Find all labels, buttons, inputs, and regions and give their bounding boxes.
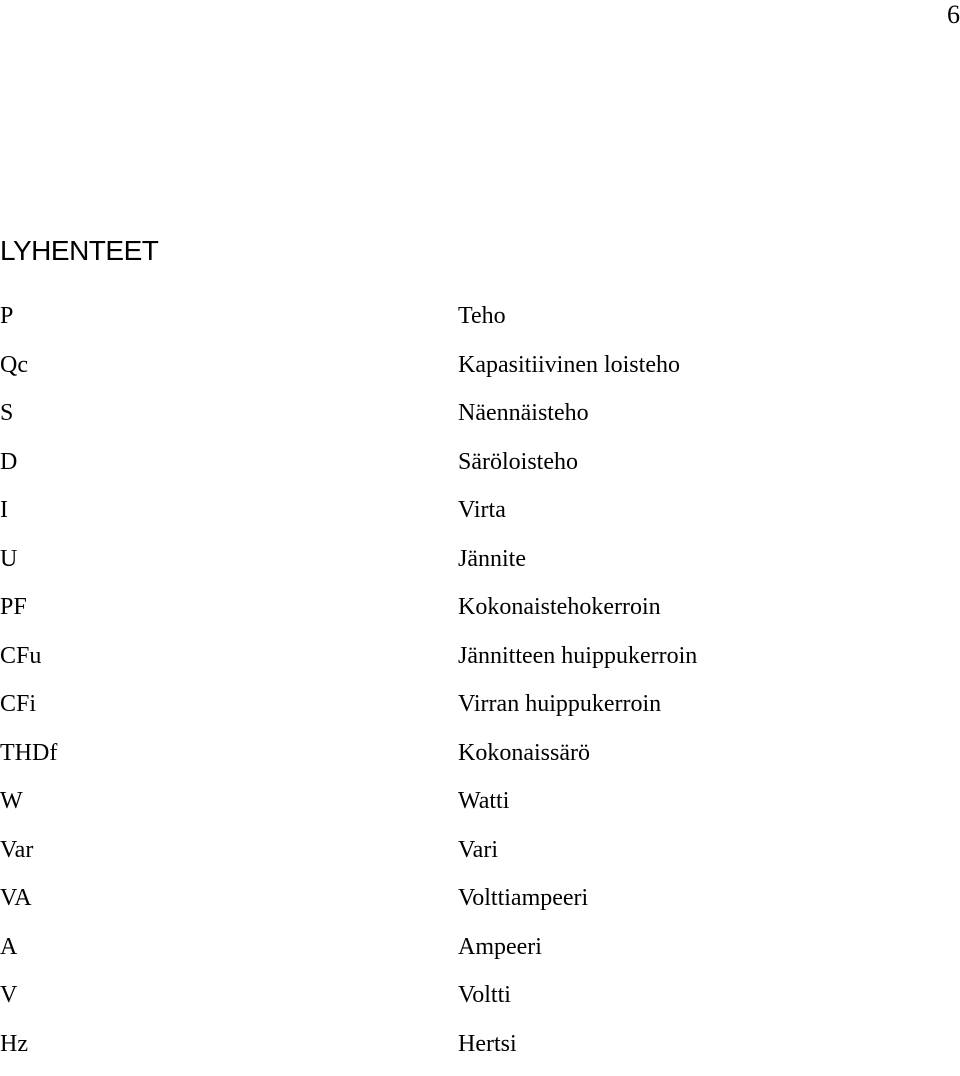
abbreviation-term: V [0, 979, 17, 1011]
abbreviation-definition: Watti [458, 785, 509, 817]
abbreviation-term: CFu [0, 640, 41, 672]
abbreviation-definition: Voltti [458, 979, 511, 1011]
abbreviation-definition: Ampeeri [458, 931, 542, 963]
abbreviation-term: A [0, 931, 17, 963]
abbreviation-definition: Kokonaistehokerroin [458, 591, 661, 623]
list-item [0, 640, 960, 689]
abbreviation-definition: Kokonaissärö [458, 737, 590, 769]
abbreviation-definition: Kapasitiivinen loisteho [458, 349, 680, 381]
abbreviation-definition: Näennäisteho [458, 397, 589, 429]
abbreviation-list [0, 300, 960, 1076]
abbreviation-definition: Jännitteen huippukerroin [458, 640, 697, 672]
abbreviation-term: CFi [0, 688, 36, 720]
list-item [0, 349, 960, 398]
abbreviation-definition: Hertsi [458, 1028, 517, 1060]
page-number: 6 [947, 0, 960, 30]
list-item [0, 494, 960, 543]
abbreviation-definition: Volttiampeeri [458, 882, 588, 914]
list-item [0, 397, 960, 446]
abbreviation-term: Var [0, 834, 33, 866]
abbreviation-term: P [0, 300, 13, 332]
section-heading: LYHENTEET [0, 233, 158, 269]
abbreviation-definition: Virran huippukerroin [458, 688, 661, 720]
abbreviation-term: VA [0, 882, 32, 914]
abbreviation-definition: Jännite [458, 543, 526, 575]
list-item [0, 1028, 960, 1076]
abbreviation-term: Hz [0, 1028, 28, 1060]
list-item [0, 834, 960, 883]
abbreviation-term: PF [0, 591, 27, 623]
list-item [0, 979, 960, 1028]
abbreviation-term: I [0, 494, 8, 526]
list-item [0, 931, 960, 980]
list-item [0, 543, 960, 592]
abbreviation-definition: Virta [458, 494, 506, 526]
list-item [0, 446, 960, 495]
abbreviation-definition: Säröloisteho [458, 446, 578, 478]
abbreviation-term: D [0, 446, 17, 478]
list-item [0, 737, 960, 786]
abbreviation-term: U [0, 543, 17, 575]
list-item [0, 785, 960, 834]
list-item [0, 591, 960, 640]
list-item [0, 882, 960, 931]
abbreviation-term: Qc [0, 349, 28, 381]
list-item [0, 300, 960, 349]
abbreviation-definition: Teho [458, 300, 506, 332]
abbreviation-term: W [0, 785, 23, 817]
abbreviation-term: THDf [0, 737, 57, 769]
abbreviation-definition: Vari [458, 834, 498, 866]
list-item [0, 688, 960, 737]
abbreviation-term: S [0, 397, 13, 429]
